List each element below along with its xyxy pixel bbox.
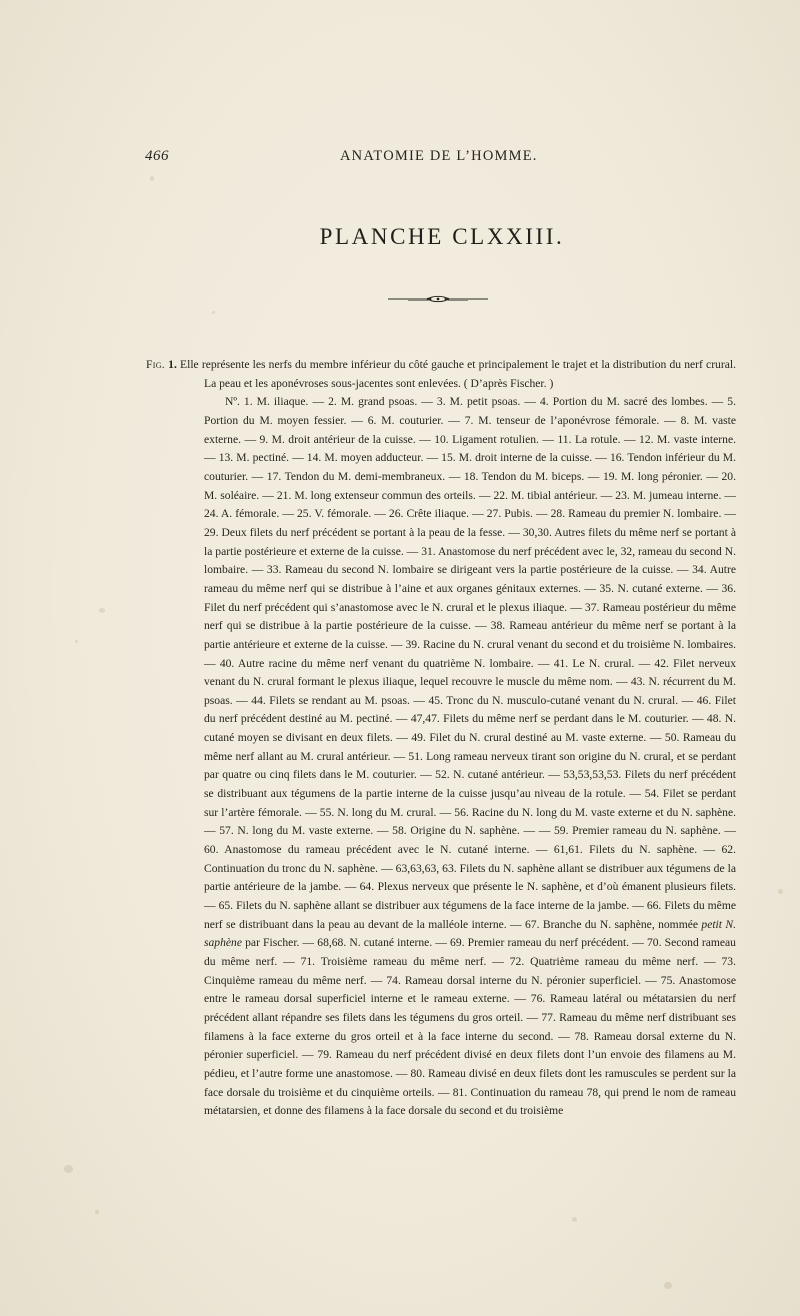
paper-stain [150, 176, 154, 181]
legend-text-part-1: Nº. 1. M. iliaque. — 2. M. grand psoas. — 3. M. petit psoas. — 4. Portion du M. sacré des lombes. — 5. Portion du M. moyen fessier. — 6. M. couturier. — 7. M. tenseur de l’aponévrose fémorale. — 8. M. vaste externe. — 9. M. droit antérieur de la cuisse. — 10. Ligament rotulien. — 11. La rotule. — 12. M. vaste interne. — 13. M. pectiné. — 14. M. moyen adducteur. — 15. M. droit interne de la cuisse. — 16. Tendon inférieur du M. couturier. — 17. Tendon du M. demi-membraneux. — 18. Tendon du M. biceps. — 19. M. long péronier. — 20. M. soléaire. — 21. M. long extenseur commun des orteils. — 22. M. tibial antérieur. — 23. M. jumeau interne. — 24. A. fémorale. — 25. V. fémorale. — 26. Crête iliaque. — 27. Pubis. — 28. Rameau du premier N. lombaire. — 29. Deux filets du nerf précédent se portant à la peau de la fesse. — 30,30. Autres filets du même nerf se portant à la partie postérieure et externe de la cuisse. — 31. Anastomose du nerf précédent avec le, 32, rameau du second N. lombaire. — 33. Rameau du second N. lombaire se dirigeant vers la partie postérieure de la cuisse. — 34. Autre rameau du même nerf qui se distribue à l’aine et aux organes génitaux externes. — 35. N. cutané externe. — 36. Filet du nerf précédent qui s’anastomose avec le N. crural et le plexus iliaque. — 37. Rameau postérieur du même nerf qui se distribue à la partie postérieure de la cuisse. — 38. Rameau antérieur du même nerf se portant à la partie antérieure et externe de la cuisse. — 39. Racine du N. crural venant du second et du troisième N. lombaires. — 40. Autre racine du même nerf venant du quatrième N. lombaire. — 41. Le N. crural. — 42. Filet nerveux venant du N. crural formant le plexus iliaque, lequel recouvre le muscle du même nom. — 43. N. récurrent du M. psoas. — 44. Filets se rendant au M. psoas. — 45. Tronc du N. musculo-cutané venant du N. crural. — 46. Filet du nerf précédent destiné au M. pectiné. — 47,47. Filets du même nerf se perdant dans le M. couturier. — 48. N. cutané moyen se divisant en deux filets. — 49. Filet du N. crural destiné au M. vaste externe. — 50. Rameau du même nerf allant au M. crural antérieur. — 51. Long rameau nerveux tirant son origine du N. crural, et se perdant par quatre ou cinq filets dans le M. couturier. — 52. N. cutané antérieur. — 53,53,53,53. Filets du nerf précédent se distribuant aux tégumens de la partie interne de la cuisse jusqu’au niveau de la rotule. — 54. Filet se perdant sur l’artère fémorale. — 55. N. long du M. crural. — 56. Racine du N. long du M. vaste externe et du N. saphène. — 57. N. long du M. vaste externe. — 58. Origine du N. saphène. — — 59. Premier rameau du N. saphène. — 60. Anastomose du rameau précédent avec le N. cutané interne. — 61,61. Filets du N. saphène. — 62. Continuation du tronc du N. saphène. — 63,63,63, 63. Filets du N. saphène allant se distribuer aux tégumens de la partie antérieure de la jambe. — 64. Plexus nerveux que présente le N. saphène, et d’où émanent plusieurs filets. — 65. Filets du N. saphène allant se distribuer aux tégumens de la face interne de la jambe. — 66. Filets du même nerf se distribuant dans la peau au devant de la malléole interne. — 67. Branche du N. saphène, nommée [204, 395, 736, 931]
legend-italic-term: petit N. saphène [204, 917, 737, 950]
running-head: ANATOMIE DE L’HOMME. [340, 148, 538, 164]
page-number: 466 [145, 148, 169, 164]
figure-number: 1. [168, 358, 177, 371]
figure-legend [146, 393, 736, 1121]
paper-stain [64, 1165, 73, 1173]
paper-stain [778, 889, 783, 894]
figure-description-text: Elle représente les nerfs du membre inférieur du côté gauche et principalement le trajet et la distribution du nerf crural. La peau et les aponévroses sous-jacentes sont enlevées. ( D’après Fischer. ) [180, 358, 736, 390]
paper-stain [95, 1210, 99, 1214]
divider-ornament [388, 293, 488, 305]
figure-label: Fig. [146, 358, 165, 371]
paper-stain [75, 640, 78, 643]
plate-title: PLANCHE CLXXIII. [319, 224, 565, 249]
figure-intro [146, 356, 736, 393]
page-header [145, 148, 745, 170]
paper-stain [212, 311, 215, 314]
paper-stain [572, 1217, 577, 1222]
paper-stain [664, 1282, 672, 1289]
figure-description [146, 356, 736, 1121]
paper-stain [99, 608, 105, 613]
legend-text-part-2: par Fischer. — 68,68. N. cutané interne. — 69. Premier rameau du nerf précédent. — 70. Second rameau du même nerf. — 71. Troisième rameau du même nerf. — 72. Quatrième rameau du même nerf. — 73. Cinquième rameau du même nerf. — 74. Rameau dorsal interne du N. péronier superficiel. — 75. Anastomose entre le rameau dorsal superficiel interne et le rameau externe. — 76. Rameau latéral ou métatarsien du nerf précédent allant répandre ses filets dans les tégumens du gros orteil. — 77. Rameau du même nerf distribuant ses filamens à la face externe du gros orteil et à la face interne du second. — 78. Rameau dorsal externe du N. péronier superficiel. — 79. Rameau du nerf précédent divisé en deux filets dont l’un envoie des filamens au M. pédieu, et l’autre forme une anastomose. — 80. Rameau divisé en deux filets dont les ramuscules se perdent sur la face dorsale du troisième et du cinquième orteils. — 81. Continuation du rameau 78, qui prend le nom de rameau métatarsien, et donne des filamens à la face dorsale du second et du troisième [204, 936, 736, 1118]
